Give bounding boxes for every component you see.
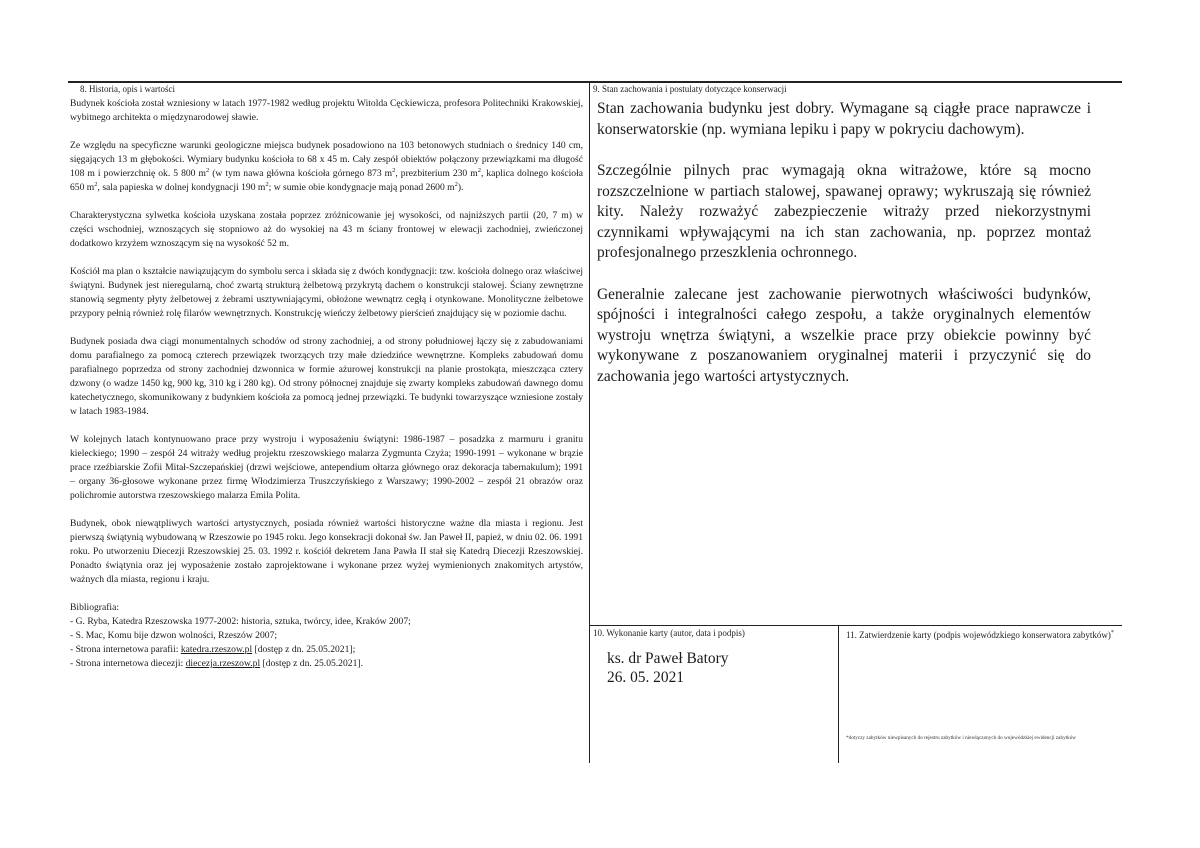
bibliography-item: - S. Mac, Komu bije dzwon wolności, Rzeszów 2007; <box>70 630 278 641</box>
bibliography-title: Bibliografia: <box>70 602 120 613</box>
text-span: , kaplica dolnego kościoła 650 m <box>70 168 583 193</box>
text-span: - Strona internetowa parafii: <box>70 644 181 655</box>
superscript: 2 <box>477 166 481 174</box>
diocese-website-link[interactable]: diecezja.rzeszow.pl <box>185 658 261 669</box>
bibliography-item <box>70 657 583 671</box>
section-9-body <box>597 99 1091 408</box>
bibliography-item: - G. Ryba, Katedra Rzeszowska 1977-2002: historia, sztuka, twórcy, idee, Kraków 2007; <box>70 616 411 627</box>
lower-box-rule <box>589 625 1122 626</box>
text-span: (w tym nawa główna kościoła górnego 873 m <box>209 168 393 179</box>
stairs-paragraph: Budynek posiada dwa ciągi monumentalnych schodów od strony zachodniej, a od strony południowej łączy się z zabudowaniami domu parafialnego za pomocą czterech przewiązek tworzących trzy małe dziedzińce wewnętrzne. Kompleks zabudowań domu parafialnego poprzedza od strony zachodniej dzwonnica w formie ażurowej konstrukcji na planie prostokąta, mieszcząca cztery dzwony (o wadze 1450 kg, 900 kg, 310 kg i 280 kg). Od strony północnej znajduje się zwarty kompleks zabudowań dawnego domu katechetycznego, skomunikowany z budynkiem kościoła za pomocą jednej przewiązki. Te budynki towarzyszące wzniesione zostały w latach 1983-1984. <box>70 336 583 417</box>
parish-website-link[interactable]: katedra.rzeszow.pl <box>180 644 253 655</box>
text-span: , prezbiterium 230 m <box>395 168 478 179</box>
author-date: 26. 05. 2021 <box>607 669 684 686</box>
plan-paragraph: Kościół ma plan o kształcie nawiązującym do symbolu serca i składa się z dwóch kondygnacji: tzw. kościoła dolnego oraz właściwej świątyni. Budynek jest nieregularną, choć zwartą strukturą żelbetową przykrytą dachem o konstrukcji stalowej. Ściany zewnętrzne stanowią segmenty płyty żelbetowej z żebrami usztywniającymi, obłożone wewnątrz cegłą i otynkowane. Monolityczne żelbetowe przypory pełnią również rolę filarów wewnętrznych. Konstrukcję wieńczy żelbetowy pierścień znajdujący się w poziomie dachu. <box>70 266 583 319</box>
section-8-heading: 8. Historia, opis i wartości <box>80 84 175 94</box>
values-paragraph: Budynek, obok niewątpliwych wartości artystycznych, posiada również wartości historyczne ważne dla miasta i regionu. Jest pierwszą świątynią wybudowaną w Rzeszowie po 1945 roku. Jego konsekracji dokonał św. Jan Paweł II, papież, w dniu 02. 06. 1991 roku. Po utworzeniu Diecezji Rzeszowskiej 25. 03. 1992 r. kościół dekretem Jana Pawła II stał się Katedrą Diecezji Rzeszowskiej. Ponadto świątynia oraz jej wyposażenie zostało zaprojektowane i wykonane przez wyżej wymienionych znakomitych artystów, ważnych dla miasta, regionu i kraju. <box>70 518 583 585</box>
bibliography-list <box>70 615 583 671</box>
footnote: *dotyczy zabytków niewpisanych do rejestru zabytków i niewłączonych do wojewódzkiej ewidencji zabytków <box>846 735 1077 741</box>
history-paragraph: Budynek kościoła został wzniesiony w latach 1977-1982 według projektu Witolda Cęckiewicza, profesora Politechniki Krakowskiej, wybitnego architekta o międzynarodowej sławie. <box>70 98 583 123</box>
foundation-paragraph <box>70 139 583 195</box>
bibliography-item <box>70 643 583 657</box>
text-span: [dostęp z dn. 25.05.2021]. <box>260 658 363 669</box>
text-span: Ze względu na specyficzne warunki geologiczne miejsca budynek posadowiono na 103 betonowych studniach o średnicy 140 cm, sięgających 13 m głębokości. Wymiary budynku kościoła to 68 x 45 m. Cały zespół obiektów połączony przewiązkami ma długość 108 m i powierzchnię ok. 5 800 m <box>70 140 583 179</box>
text-span: ; w sumie obie kondygnacje mają ponad 2600 m <box>268 182 455 193</box>
superscript: 2 <box>265 180 269 188</box>
superscript: 2 <box>205 166 210 174</box>
top-rule <box>68 81 1122 83</box>
text-span: [dostęp z dn. 25.05.2021]; <box>252 644 356 655</box>
text-span: 11. Zatwierdzenie karty (podpis wojewódzkiego konserwatora zabytków) <box>846 630 1111 640</box>
section-10-heading: 10. Wykonanie karty (autor, data i podpis) <box>593 628 745 638</box>
condition-paragraph: Stan zachowania budynku jest dobry. Wymagane są ciągłe prace naprawcze i konserwatorskie (np. wymiana lepiku i papy w pokryciu dachowym). <box>597 100 1091 138</box>
text-span: - Strona internetowa diecezji: <box>70 658 186 669</box>
footnote-mark: * <box>1110 630 1114 636</box>
recommendations-paragraph: Generalnie zalecane jest zachowanie pierwotnych właściwości budynków, spójności i integralności całego zespołu, a także oryginalnych elementów wystroju wnętrza świątyni, a wszelkie prace przy obiekcie powinny być wykonywane z poszanowaniem oryginalnej materii i przyczynić się do zachowania jego wartości artystycznych. <box>597 285 1091 385</box>
superscript: 2 <box>94 180 98 188</box>
section-11-heading <box>846 628 1116 641</box>
lower-box-divider <box>838 625 839 763</box>
superscript: 2 <box>454 180 458 188</box>
text-span: ). <box>457 182 464 193</box>
section-9-heading: 9. Stan zachowania i postulaty dotyczące konserwacji <box>593 84 787 94</box>
section-8-body <box>70 97 583 671</box>
author-name: ks. dr Paweł Batory <box>607 650 729 667</box>
author-block <box>607 649 728 687</box>
furnishing-paragraph: W kolejnych latach kontynuowano prace przy wystroju i wyposażeniu świątyni: 1986-1987 – posadzka z marmuru i granitu kieleckiego; 1990 – zespół 24 witraży według projektu rzeszowskiego malarza Zygmunta Czyża; 1990-1991 – wykonane w brązie prace rzeźbiarskie Zofii Mitał-Szczepańskiej (drzwi wejściowe, antependium ołtarza głównego oraz dekoracja tabernakulum); 1991 – organy 36-głosowe wykonane przez firmę Włodzimierza Truszczyńskiego z Warszawy; 1990-2002 – zespół 21 obrazów oraz polichromie autorstwa rzeszowskiego malarza Emila Polita. <box>70 434 583 501</box>
column-divider <box>589 81 590 763</box>
windows-paragraph: Szczególnie pilnych prac wymagają okna witrażowe, które są mocno rozszczelnione w partiach stalowej, spawanej oprawy; wykruszają się również kity. Należy rozważyć zabezpieczenie witraży przed niekorzystnymi czynnikami wpływającymi na ich stan zachowania, np. poprzez montaż profesjonalnego przeszklenia ochronnego. <box>597 162 1091 261</box>
superscript: 2 <box>392 166 396 174</box>
text-span: , sala papieska w dolnej kondygnacji 190 m <box>97 182 266 193</box>
silhouette-paragraph: Charakterystyczna sylwetka kościoła uzyskana została poprzez zróżnicowanie jej wysokości, od najniższych partii (20, 7 m) w części wschodniej, wznoszących się stopniowo aż do wysokiej na 43 m ściany frontowej w elewacji zachodniej, zwieńczonej dodatkowo krzyżem wznoszącym się na wysokość 52 m. <box>70 210 583 249</box>
